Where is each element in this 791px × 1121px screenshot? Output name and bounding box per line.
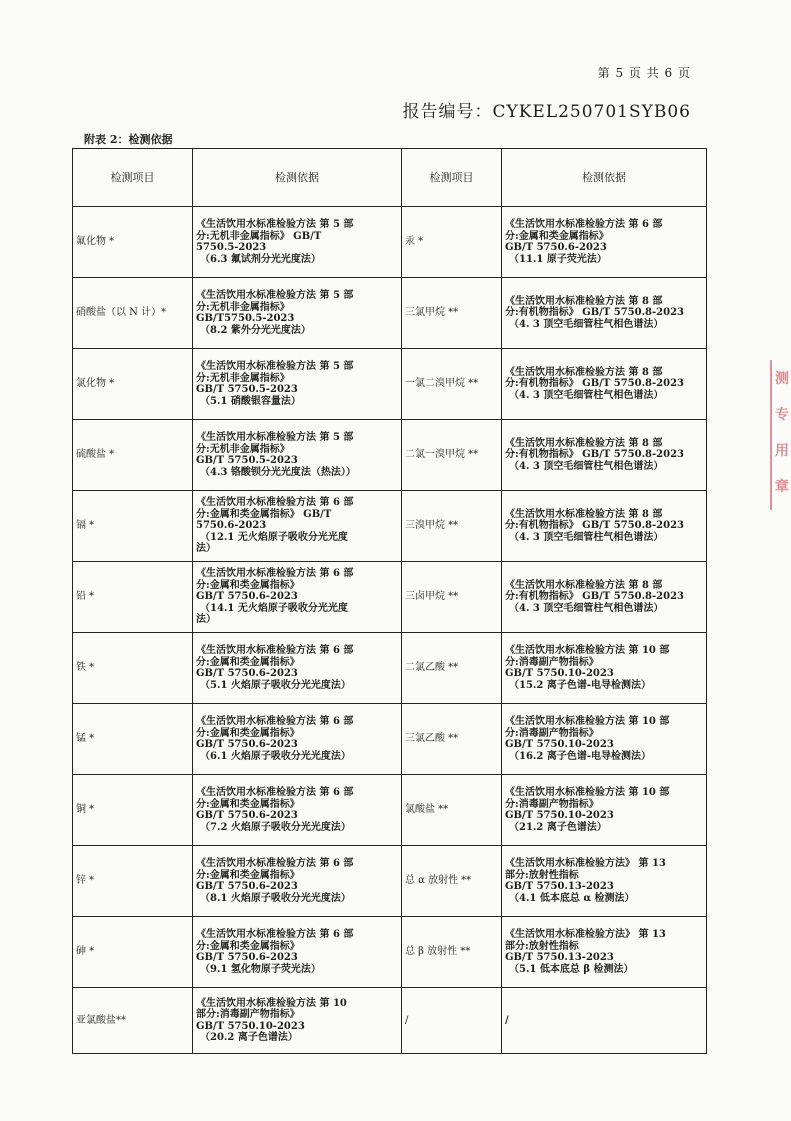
basis-line: （8.1 火焰原子吸收分光光度法） [200,892,351,904]
basis-line: 部分:放射性指标 [505,869,579,881]
basis-line: GB/T 5750.6-2023 [196,668,298,679]
seal-char: 专 [775,407,789,423]
left-basis-cell [193,491,402,562]
basis-line: 《生活饮用水标准检验方法 第 10 部 [505,645,670,656]
basis-line: 《生活饮用水标准检验方法 第 5 部 [196,219,354,230]
basis-line: 分:无机非金属指标》 [196,443,290,455]
basis-line: 分:金属和类金属指标》 [505,230,609,242]
basis-line: 《生活饮用水标准检验方法 第 10 [196,997,347,1009]
left-basis-cell [193,633,402,704]
basis-line: GB/T 5750.6-2023 [196,810,298,821]
basis-line: GB/T 5750.10-2023 [505,810,614,821]
table-row [73,207,707,278]
left-item-cell: 铅 * [73,562,193,633]
basis-line: GB/T 5750.6-2023 [196,591,298,603]
left-item-cell: 氯化物 * [73,349,193,420]
seal-char: 测 [775,371,789,387]
basis-line: 《生活饮用水标准检验方法 第 6 部 [196,787,354,798]
basis-line: （15.2 离子色谱-电导检测法） [509,679,651,691]
left-item-cell: 锌 * [73,846,193,917]
column-header-basis-left: 检测依据 [193,149,402,207]
left-item-cell: 氟化物 * [73,207,193,278]
table-row [73,278,707,349]
basis-line: GB/T 5750.5-2023 [196,455,298,466]
basis-line: GB/T 5750.6-2023 [196,739,298,750]
basis-line: / [505,1014,509,1026]
basis-line: 分:有机物指标》 GB/T 5750.8-2023 [505,520,684,532]
detection-basis-table [72,148,707,1054]
basis-line: 法） [196,614,216,626]
basis-line: 分:消毒副产物指标》 [505,798,599,810]
right-item-cell: / [402,988,502,1054]
left-basis-cell [193,562,402,633]
table-row [73,562,707,633]
basis-line: GB/T 5750.10-2023 [505,739,614,750]
basis-line: 部分:放射性指标 [505,940,579,952]
right-item-cell: 三氯乙酸 ** [402,704,502,775]
right-basis-cell [502,917,707,988]
right-item-cell: 总 β 放射性 ** [402,917,502,988]
basis-line: 分:金属和类金属指标》 [196,727,300,739]
basis-line: 《生活饮用水标准检验方法 第 8 部 [505,437,663,449]
basis-line: 《生活饮用水标准检验方法 第 8 部 [505,579,663,591]
table-row [73,491,707,562]
basis-line: 分:金属和类金属指标》 [196,869,300,881]
basis-line: 《生活饮用水标准检验方法 第 6 部 [196,716,354,727]
basis-line: GB/T 5750.13-2023 [505,952,614,963]
table-body [73,207,707,1054]
table-caption: 附表 2：检测依据 [84,133,173,146]
basis-line: 《生活饮用水标准检验方法 第 5 部 [196,432,354,443]
left-basis-cell [193,278,402,349]
left-item-cell: 锰 * [73,704,193,775]
basis-line: （4.1 低本底总 α 检测法） [509,892,635,904]
basis-line: GB/T 5750.6-2023 [196,881,298,892]
right-basis-cell [502,420,707,491]
right-basis-cell [502,207,707,278]
basis-line: 《生活饮用水标准检验方法 第 10 部 [505,716,670,727]
basis-line: （4. 3 顶空毛细管柱气相色谱法） [509,460,664,472]
seal-char: 章 [775,479,789,495]
basis-line: 《生活饮用水标准检验方法 第 6 部 [505,219,663,230]
column-header-basis-right: 检测依据 [502,149,707,207]
right-item-cell: 二氯乙酸 ** [402,633,502,704]
table-row [73,846,707,917]
right-basis-cell [502,846,707,917]
table-row [73,349,707,420]
left-basis-cell [193,207,402,278]
right-basis-cell [502,988,707,1054]
right-item-cell: 三氯甲烷 ** [402,278,502,349]
basis-line: 5750.6-2023 [196,520,267,532]
basis-line: 《生活饮用水标准检验方法 第 8 部 [505,366,663,378]
basis-line: 分:金属和类金属指标》 [196,940,300,952]
basis-line: 法） [196,543,216,555]
table-row [73,420,707,491]
basis-line: 分:金属和类金属指标》 [196,656,300,668]
basis-line: 分:有机物指标》 GB/T 5750.8-2023 [505,307,684,319]
basis-line: （5.1 低本底总 β 检测法） [509,963,634,975]
left-item-cell: 铁 * [73,633,193,704]
column-header-item-left: 检测项目 [73,149,193,207]
basis-line: 《生活饮用水标准检验方法 第 6 部 [196,929,354,940]
column-header-item-right: 检测项目 [402,149,502,207]
basis-line: 分:金属和类金属指标》 [196,798,300,810]
basis-line: （4.3 铬酸钡分光光度法（热法）） [200,466,356,478]
basis-line: 《生活饮用水标准检验方法 第 6 部 [196,568,354,580]
right-basis-cell [502,349,707,420]
basis-line: 《生活饮用水标准检验方法 第 10 部 [505,787,670,798]
basis-line: （14.1 无火焰原子吸收分光光度 [200,602,348,614]
table-row [73,704,707,775]
basis-line: （6.1 火焰原子吸收分光光度法） [200,750,351,762]
basis-line: （6.3 氟试剂分光光度法） [200,253,321,265]
left-basis-cell [193,917,402,988]
right-item-cell: 氯酸盐 ** [402,775,502,846]
right-basis-cell [502,491,707,562]
basis-line: 《生活饮用水标准检验方法 第 8 部 [505,508,663,520]
basis-line: 《生活饮用水标准检验方法 第 6 部 [196,497,354,509]
basis-line: GB/T 5750.6-2023 [505,242,607,253]
right-basis-cell [502,278,707,349]
basis-line: 分:有机物指标》 GB/T 5750.8-2023 [505,591,684,603]
basis-line: （16.2 离子色谱-电导检测法） [509,750,651,762]
basis-line: 分:无机非金属指标》 GB/T [196,230,322,242]
table-row [73,775,707,846]
basis-line: （4. 3 顶空毛细管柱气相色谱法） [509,602,664,614]
basis-line: 分:有机物指标》 GB/T 5750.8-2023 [505,378,684,390]
right-basis-cell [502,775,707,846]
basis-line: （9.1 氢化物原子荧光法） [200,963,321,975]
left-basis-cell [193,846,402,917]
right-basis-cell [502,704,707,775]
table-row [73,988,707,1054]
basis-line: 《生活饮用水标准检验方法 第 5 部 [196,361,354,372]
basis-line: GB/T 5750.6-2023 [196,952,298,963]
basis-line: （4. 3 顶空毛细管柱气相色谱法） [509,389,664,401]
right-item-cell: 汞 * [402,207,502,278]
basis-line: （4. 3 顶空毛细管柱气相色谱法） [509,531,664,543]
left-item-cell: 砷 * [73,917,193,988]
basis-line: （8.2 紫外分光光度法） [200,324,311,336]
table-row [73,633,707,704]
basis-line: GB/T 5750.5-2023 [196,384,298,395]
basis-line: 分:金属和类金属指标》 [196,579,300,591]
left-basis-cell [193,704,402,775]
basis-line: （12.1 无火焰原子吸收分光光度 [200,531,348,543]
basis-line: （7.2 火焰原子吸收分光光度法） [200,821,351,833]
basis-line: 《生活饮用水标准检验方法 第 8 部 [505,295,663,307]
basis-line: （5.1 硝酸银容量法） [200,395,301,407]
left-basis-cell [193,988,402,1054]
right-item-cell: 一氯二溴甲烷 ** [402,349,502,420]
right-basis-cell [502,633,707,704]
basis-line: 分:消毒副产物指标》 [505,656,599,668]
seal-stamp-fragment [770,360,791,510]
right-item-cell: 总 α 放射性 ** [402,846,502,917]
report-number: 报告编号：CYKEL250701SYB06 [402,102,691,122]
left-item-cell: 铜 * [73,775,193,846]
basis-line: （4. 3 顶空毛细管柱气相色谱法） [509,318,664,330]
basis-line: 《生活饮用水标准检验方法 第 6 部 [196,645,354,656]
basis-line: 分:有机物指标》 GB/T 5750.8-2023 [505,449,684,461]
basis-line: 分:金属和类金属指标》 GB/T [196,508,332,520]
basis-line: （20.2 离子色谱法） [200,1032,298,1043]
left-item-cell: 亚氯酸盐** [73,988,193,1054]
right-item-cell: 三卤甲烷 ** [402,562,502,633]
left-item-cell: 硫酸盐 * [73,420,193,491]
basis-line: 部分:消毒副产物指标》 [196,1009,300,1020]
basis-line: GB/T5750.5-2023 [196,313,295,324]
basis-line: 《生活饮用水标准检验方法》 第 13 [505,929,666,940]
basis-line: 5750.5-2023 [196,242,267,253]
basis-line: 《生活饮用水标准检验方法》 第 13 [505,858,666,869]
basis-line: 《生活饮用水标准检验方法 第 5 部 [196,290,354,301]
basis-line: 《生活饮用水标准检验方法 第 6 部 [196,858,354,869]
basis-line: （5.1 火焰原子吸收分光光度法） [200,679,351,691]
basis-line: 分:无机非金属指标》 [196,372,290,384]
seal-char: 用 [775,443,789,459]
page-number: 第 5 页 共 6 页 [597,66,691,80]
left-basis-cell [193,420,402,491]
table-header-row [73,149,707,207]
left-item-cell: 镉 * [73,491,193,562]
basis-line: （21.2 离子色谱法） [509,821,607,833]
left-item-cell: 硝酸盐（以 N 计）* [73,278,193,349]
basis-line: 分:消毒副产物指标》 [505,727,599,739]
right-basis-cell [502,562,707,633]
basis-line: GB/T 5750.13-2023 [505,881,614,892]
left-basis-cell [193,349,402,420]
basis-line: GB/T 5750.10-2023 [505,668,614,679]
right-item-cell: 三溴甲烷 ** [402,491,502,562]
basis-line: 分:无机非金属指标》 [196,301,290,313]
basis-line: GB/T 5750.10-2023 [196,1020,305,1032]
basis-line: （11.1 原子荧光法） [509,253,607,265]
right-item-cell: 二氯一溴甲烷 ** [402,420,502,491]
left-basis-cell [193,775,402,846]
table-row [73,917,707,988]
